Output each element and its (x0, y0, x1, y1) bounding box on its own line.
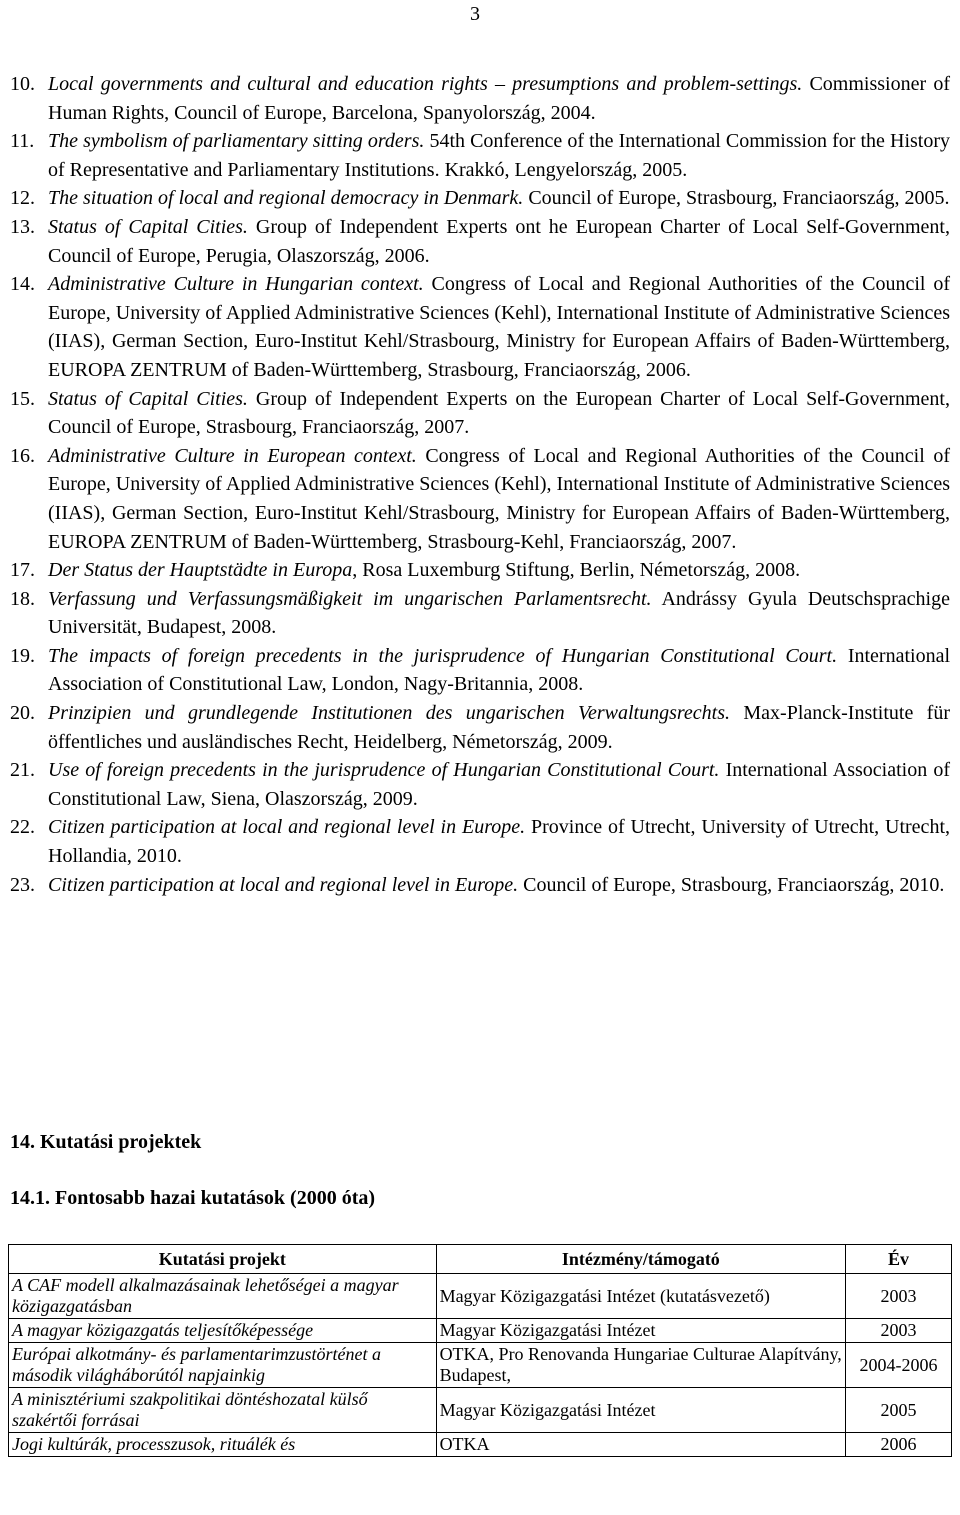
reference-item (10, 813, 950, 870)
reference-title: The impacts of foreign precedents in the jurisprudence of Hungarian Constitutional Court. (48, 644, 838, 667)
reference-number: 19. (10, 644, 35, 667)
reference-text (48, 756, 950, 813)
subsection-heading: 14.1. Fontosabb hazai kutatások (2000 óta) (10, 1187, 376, 1209)
reference-number: 20. (10, 702, 35, 725)
reference-text (48, 184, 950, 213)
reference-item (10, 385, 950, 442)
reference-title: Der Status der Hauptstädte in Europa (48, 559, 353, 582)
year-cell: 2004-2006 (846, 1343, 952, 1388)
reference-item (10, 699, 950, 756)
reference-text (48, 213, 950, 270)
reference-number: 14. (10, 273, 35, 296)
table-row (9, 1433, 952, 1457)
reference-text (48, 642, 950, 699)
reference-details: Council of Europe, Strasbourg, Franciaország, 2010. (518, 873, 945, 896)
reference-item (10, 442, 950, 556)
column-header-project: Kutatási projekt (9, 1245, 437, 1274)
reference-number: 18. (10, 587, 35, 610)
reference-text (48, 270, 950, 384)
reference-details: Congress of Local and Regional Authorities of the Council of Europe, University of Applied Administrative Sciences (Kehl), International Institute of Administrative Sciences (IIAS), German Section, Euro-Institut Kehl/Strasbourg, Ministry for European Affairs of Baden-Württemberg, EUROPA ZENTRUM of Baden-Württemberg, Strasbourg-Kehl, Franciaország, 2007. (48, 444, 950, 553)
reference-title: The situation of local and regional democracy in Denmark. (48, 187, 524, 210)
reference-title: Verfassung und Verfassungsmäßigkeit im ungarischen Parlamentsrecht. (48, 587, 652, 610)
reference-item (10, 871, 950, 900)
page-number: 3 (470, 3, 480, 25)
reference-details: Group of Independent Experts on the European Charter of Local Self-Government, Council of Europe, Strasbourg, Franciaország, 2007. (48, 387, 950, 439)
table-header-row (9, 1245, 952, 1274)
research-projects-table (8, 1244, 952, 1457)
section-heading: 14. Kutatási projektek (10, 1131, 202, 1153)
reference-number: 13. (10, 215, 35, 238)
project-cell: A magyar közigazgatás teljesítőképessége (9, 1319, 437, 1343)
reference-item (10, 642, 950, 699)
column-header-institution: Intézmény/támogató (436, 1245, 846, 1274)
reference-item (10, 756, 950, 813)
reference-number: 22. (10, 816, 35, 839)
reference-number: 11. (10, 130, 35, 153)
reference-title: Use of foreign precedents in the jurisprudence of Hungarian Constitutional Court. (48, 759, 720, 782)
reference-item (10, 556, 950, 585)
year-cell: 2006 (846, 1433, 952, 1457)
table-row (9, 1343, 952, 1388)
reference-details: Andrássy Gyula Deutschsprachige Universität, Budapest, 2008. (48, 587, 950, 639)
reference-text (48, 813, 950, 870)
table-row (9, 1319, 952, 1343)
institution-cell: Magyar Közigazgatási Intézet (436, 1388, 846, 1433)
reference-item (10, 70, 950, 127)
institution-cell: Magyar Közigazgatási Intézet (436, 1319, 846, 1343)
reference-text (48, 871, 950, 900)
reference-title: Prinzipien und grundlegende Institutionen des ungarischen Verwaltungsrechts. (48, 702, 731, 725)
reference-details: 54th Conference of the International Commission for the History of Representative and Parliamentary Institutions. Krakkó, Lengyelország, 2005. (48, 130, 950, 181)
reference-text (48, 442, 950, 556)
reference-item (10, 270, 950, 384)
reference-item (10, 213, 950, 270)
reference-text (48, 585, 950, 642)
year-cell: 2005 (846, 1388, 952, 1433)
reference-number: 10. (10, 73, 35, 95)
reference-details: Max-Planck-Institute für öffentliches und ausländisches Recht, Heidelberg, Németország, 2009. (48, 702, 950, 753)
institution-cell: OTKA, Pro Renovanda Hungariae Culturae Alapítvány, Budapest, (436, 1343, 846, 1388)
reference-title: Status of Capital Cities. (48, 215, 248, 238)
project-cell: A CAF modell alkalmazásainak lehetőségei a magyar közigazgatásban (9, 1274, 437, 1319)
reference-details: Congress of Local and Regional Authorities of the Council of Europe, University of Applied Administrative Sciences (Kehl), International Institute of Administrative Sciences (IIAS), German Section, Euro-Institut Kehl/Strasbourg, Ministry for European Affairs of Baden-Württemberg, EUROPA ZENTRUM of Baden-Württemberg, Strasbourg, Franciaország, 2006. (48, 273, 951, 381)
reference-text (48, 385, 950, 442)
reference-item (10, 127, 950, 184)
institution-cell: OTKA (436, 1433, 846, 1457)
reference-text (48, 699, 950, 756)
reference-text (48, 70, 950, 127)
reference-details: Council of Europe, Strasbourg, Franciaország, 2005. (523, 187, 950, 210)
reference-details: , Rosa Luxemburg Stiftung, Berlin, Németország, 2008. (352, 559, 801, 582)
project-cell: A minisztériumi szakpolitikai döntéshozatal külső szakértői forrásai (9, 1388, 437, 1433)
reference-title: The symbolism of parliamentary sitting orders. (48, 130, 425, 153)
reference-number: 15. (10, 387, 35, 410)
reference-item (10, 184, 950, 213)
reference-details: Group of Independent Experts ont he European Charter of Local Self-Government, Council of Europe, Perugia, Olaszország, 2006. (48, 215, 950, 267)
reference-list (10, 70, 950, 899)
reference-title: Citizen participation at local and regional level in Europe. (48, 873, 519, 896)
reference-title: Administrative Culture in Hungarian context. (48, 273, 424, 296)
reference-item (10, 585, 950, 642)
reference-number: 16. (10, 444, 35, 467)
reference-title: Local governments and cultural and education rights – presumptions and problem-settings. (48, 73, 803, 95)
reference-details: International Association of Constitutional Law, Siena, Olaszország, 2009. (48, 759, 950, 810)
project-cell: Európai alkotmány- és parlamentarimzustörténet a második világháborútól napjainkig (9, 1343, 437, 1388)
reference-number: 23. (10, 873, 35, 896)
institution-cell: Magyar Közigazgatási Intézet (kutatásvezető) (436, 1274, 846, 1319)
year-cell: 2003 (846, 1319, 952, 1343)
table-row (9, 1388, 952, 1433)
column-header-year: Év (846, 1245, 952, 1274)
reference-text (48, 556, 950, 585)
reference-details: Province of Utrecht, University of Utrecht, Utrecht, Hollandia, 2010. (48, 816, 950, 868)
table-row (9, 1274, 952, 1319)
reference-number: 17. (10, 559, 35, 582)
reference-number: 21. (10, 759, 35, 782)
reference-title: Administrative Culture in European context. (48, 444, 417, 467)
year-cell: 2003 (846, 1274, 952, 1319)
reference-number: 12. (10, 187, 35, 210)
reference-text (48, 127, 950, 184)
reference-title: Status of Capital Cities. (48, 387, 248, 410)
project-cell: Jogi kultúrák, processzusok, rituálék és (9, 1433, 437, 1457)
reference-details: Commissioner of Human Rights, Council of Europe, Barcelona, Spanyolország, 2004. (48, 73, 950, 124)
reference-title: Citizen participation at local and regional level in Europe. (48, 816, 526, 839)
reference-details: International Association of Constitutional Law, London, Nagy-Britannia, 2008. (48, 644, 950, 696)
